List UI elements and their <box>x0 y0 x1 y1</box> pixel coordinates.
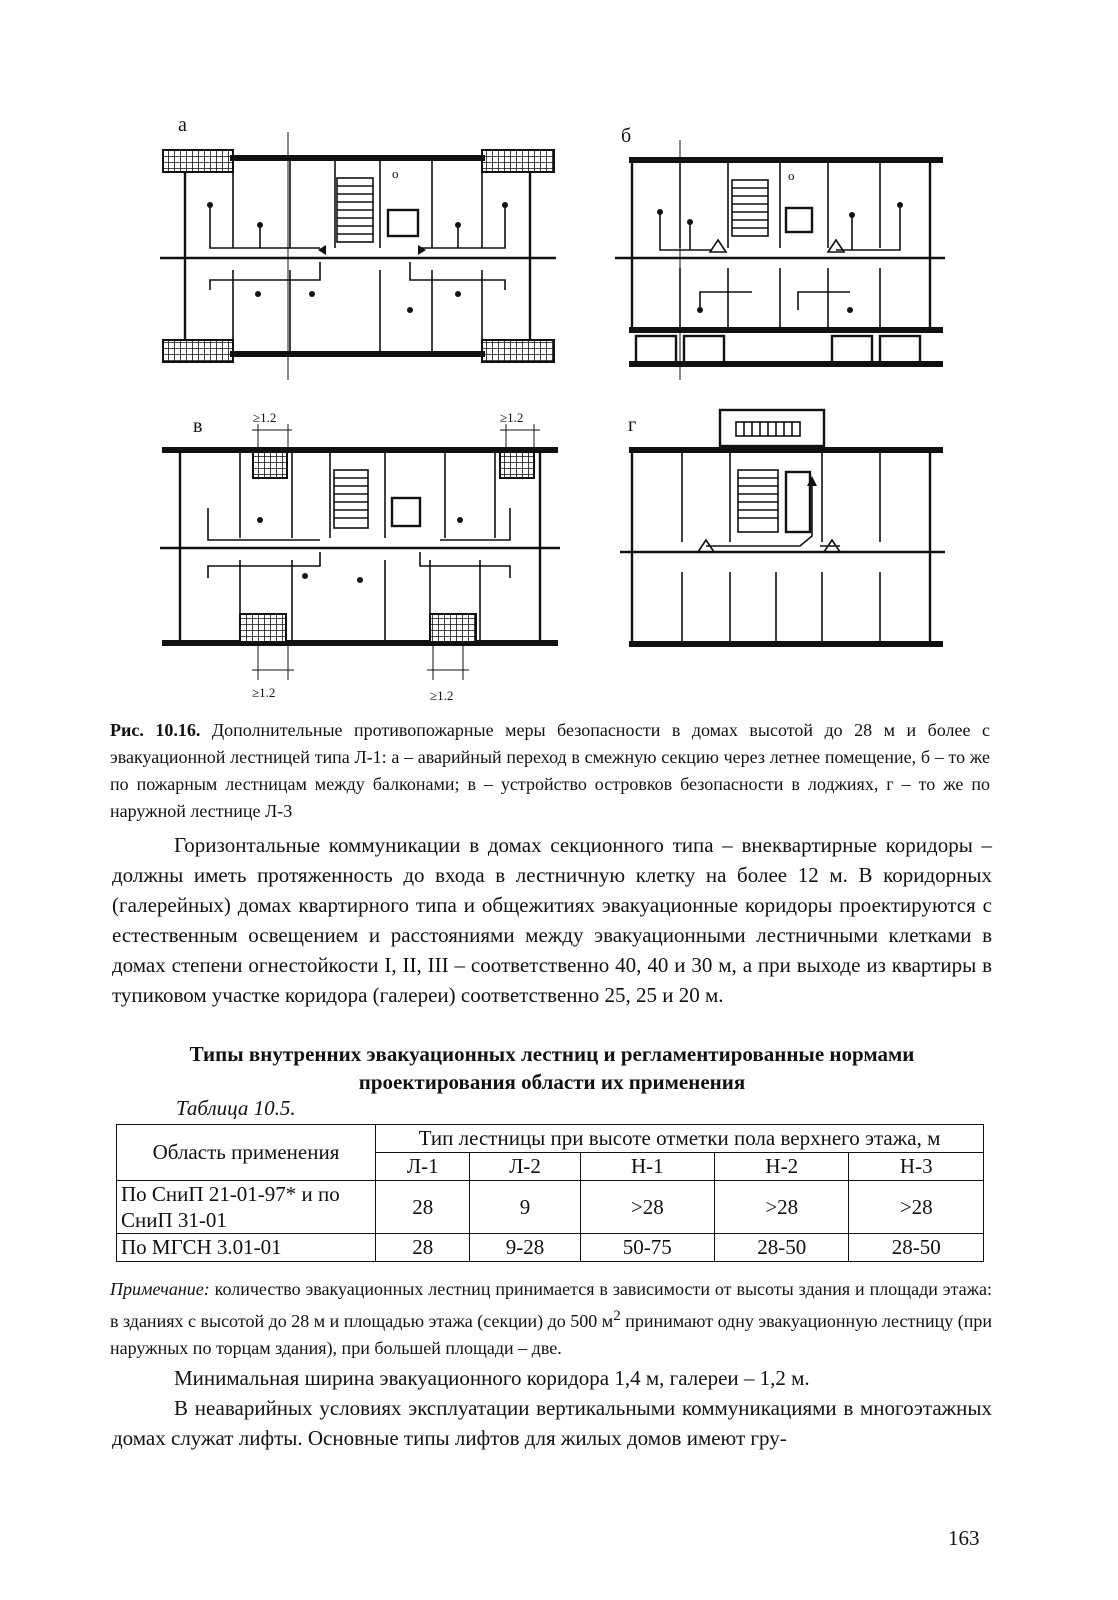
safety-island-hatched <box>253 452 287 478</box>
table-title: Типы внутренних эвакуационных лестниц и регламентированные нормами проектирования области их применения <box>189 1042 915 1094</box>
loggia-hatched <box>163 150 233 172</box>
table-cell: >28 <box>715 1181 849 1234</box>
table-cell: >28 <box>849 1181 984 1234</box>
loggia-hatched <box>482 150 554 172</box>
table-cell: 9-28 <box>470 1234 580 1262</box>
balcony-ladder <box>880 336 920 364</box>
table-header: Тип лестницы при высоте отметки пола верхнего этажа, м <box>376 1125 984 1153</box>
plan-b-label: б <box>621 125 632 147</box>
table-row <box>117 1181 984 1234</box>
plan-v-label: в <box>193 415 203 437</box>
table-cell: По МГСН 3.01-01 <box>117 1234 376 1262</box>
paragraph: Горизонтальные коммуникации в домах секционного типа – внеквартирные коридоры – должны иметь протяженность до входа в лестничную клетку на более 12 м. В коридорных (галерейных) домах квартирного типа и общежитиях эвакуационные коридоры проектируются с естественным освещением и расстояниями между эвакуационными лестничными клетками в домах степени огнестойкости I, II, III – соответственно 40, 40 и 30 м, а при выходе из квартиры в тупиковом участке коридора (галереи) соответственно 25, 25 и 20 м. <box>112 833 992 1007</box>
table-number: Таблица 10.5. <box>176 1096 296 1120</box>
paragraph: В неаварийных условиях эксплуатации вертикальными коммуникациями в многоэтажных домах служат лифты. Основные типы лифтов для жилых домов имеют гру- <box>112 1396 992 1450</box>
loggia-hatched <box>482 340 554 362</box>
stair-flight <box>738 470 778 532</box>
stair-flight <box>337 178 373 242</box>
table-cell: 28-50 <box>849 1234 984 1262</box>
balcony-ladder <box>636 336 676 364</box>
plan-g-label: г <box>628 414 637 436</box>
table-header: Н-1 <box>580 1153 714 1181</box>
table-header: Л-2 <box>470 1153 580 1181</box>
safety-island-hatched <box>500 452 534 478</box>
dim-label: ≥1.2 <box>253 410 277 425</box>
elevator-shaft <box>388 210 418 236</box>
balcony-ladder <box>832 336 872 364</box>
dim-label: ≥1.2 <box>252 685 276 700</box>
elevator-shaft <box>786 208 812 232</box>
note-superscript: 2 <box>613 1308 621 1324</box>
plan-b <box>615 125 945 380</box>
table-cell: 28 <box>376 1181 470 1234</box>
note-label: Примечание: <box>110 1279 210 1299</box>
loggia-hatched <box>163 340 233 362</box>
dim-label: ≥1.2 <box>430 688 454 703</box>
plan-a <box>160 114 556 380</box>
outside-stair-l3 <box>720 410 824 446</box>
table-cell: 50-75 <box>580 1234 714 1262</box>
table-header: Н-2 <box>715 1153 849 1181</box>
safety-island-hatched <box>240 614 286 642</box>
note-text: принимают одну эвакуационную лестницу (при наружных по торцам здания), при большей площади – две. <box>110 1311 992 1358</box>
figure-caption <box>110 717 990 825</box>
stair-flight <box>732 180 768 236</box>
paragraph: Минимальная ширина эвакуационного коридора 1,4 м, галереи – 1,2 м. <box>174 1366 810 1390</box>
caption-label: Рис. 10.16. <box>110 720 201 740</box>
table-cell: 9 <box>470 1181 580 1234</box>
table-note <box>110 1276 992 1362</box>
room-mark: о <box>788 168 795 183</box>
plan-v <box>160 410 560 703</box>
elevator-shaft <box>786 472 810 532</box>
stair-flight <box>334 470 368 528</box>
page-number: 163 <box>948 1526 980 1550</box>
note-text: количество эвакуационных лестниц принимается в зависимости от высоты здания и площади этажа: в зданиях с высотой до 28 м и площадью этажа (секции) до 500 м <box>110 1279 992 1331</box>
balcony-ladder <box>684 336 724 364</box>
caption-text: Дополнительные противопожарные меры безопасности в домах высотой до 28 м и более с эвакуационной лестницей типа Л-1: а – аварийный переход в смежную секцию через летнее помещение, б – то же по пожарным лестницам между балконами; в – устройство островков безопасности в лоджиях, г – то же по наружной лестнице Л-3 <box>110 720 990 821</box>
plan-a-label: а <box>178 114 187 136</box>
table-header: Л-1 <box>376 1153 470 1181</box>
floor-plans-figure <box>0 0 1118 710</box>
table-cell: 28 <box>376 1234 470 1262</box>
table-cell: По СниП 21-01-97* и по СниП 31-01 <box>117 1181 376 1234</box>
room-mark: о <box>392 166 399 181</box>
safety-island-hatched <box>430 614 476 642</box>
table-header: Н-3 <box>849 1153 984 1181</box>
table-header: Область применения <box>117 1125 376 1181</box>
stair-types-table <box>116 1124 984 1262</box>
elevator-shaft <box>392 498 420 526</box>
table-cell: >28 <box>580 1181 714 1234</box>
dim-label: ≥1.2 <box>500 410 524 425</box>
table-cell: 28-50 <box>715 1234 849 1262</box>
table-row <box>117 1234 984 1262</box>
plan-g <box>620 410 945 644</box>
